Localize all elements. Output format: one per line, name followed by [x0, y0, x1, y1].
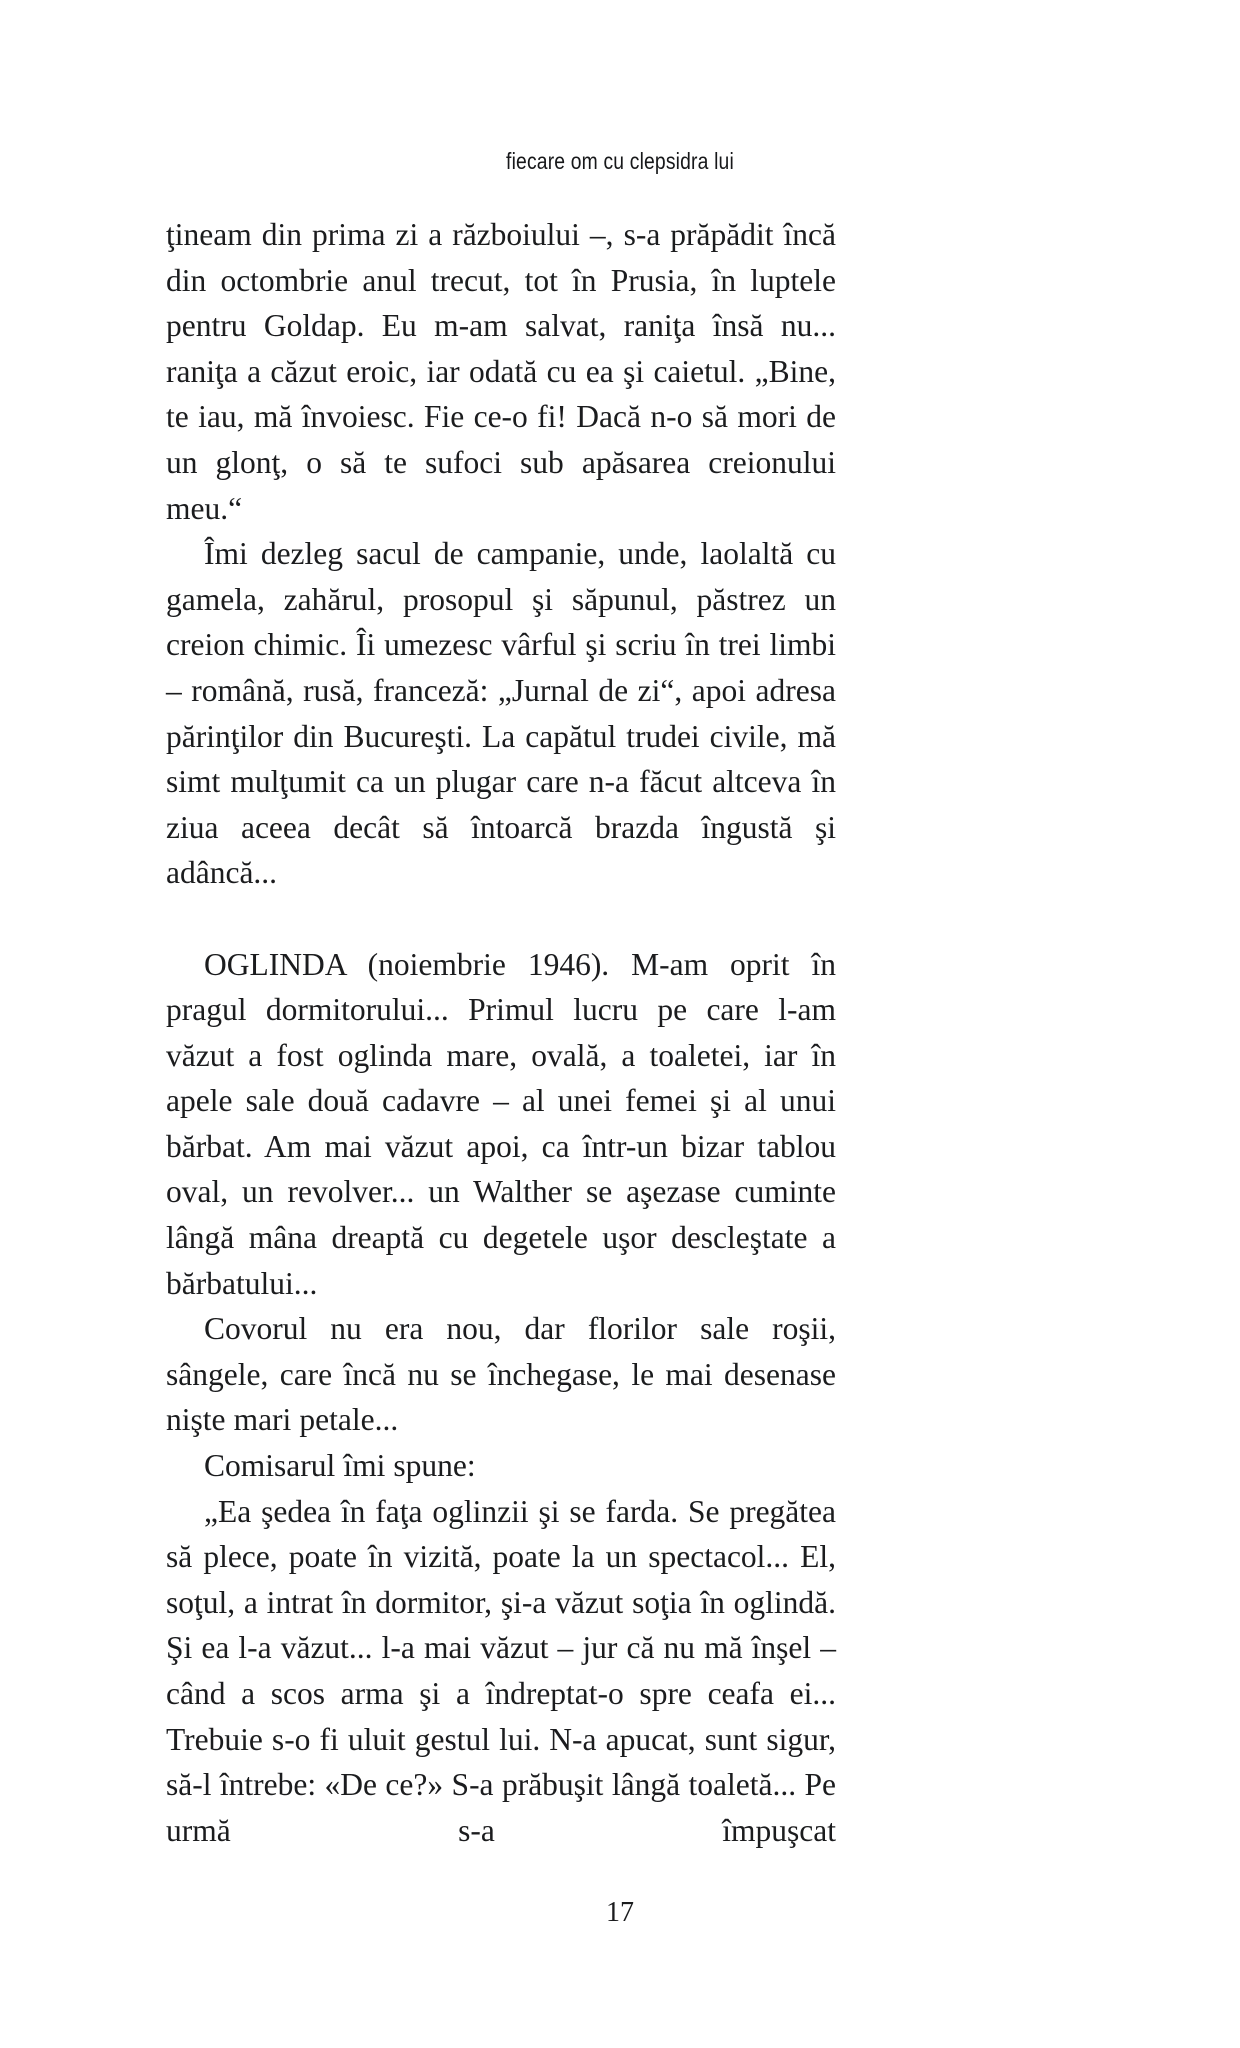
paragraph-1: ţineam din prima zi a războiului –, s-a prăpădit încă din octombrie anul trecut, tot în Prusia, în luptele pentru Goldap. Eu m-am salvat, raniţa însă nu... raniţa a căzut eroic, iar odată cu ea şi caietul. „Bine, te iau, mă învoiesc. Fie ce-o fi! Dacă n-o să mori de un glonţ, o să te sufoci sub apăsarea creionului meu.“ [166, 217, 836, 526]
paragraph-6: „Ea şedea în faţa oglinzii şi se farda. Se pregătea să plece, poate în vizită, poate la un spectacol... El, soţul, a intrat în dormitor, şi-a văzut soţia în oglindă. Şi ea l-a văzut... l-a mai văzut – jur că nu mă înşel – când a scos arma şi a îndreptat-o spre ceafa ei... Trebuie s-o fi uluit gestul lui. N-a apucat, sunt sigur, să-l întrebe: «De ce?» S-a prăbuşit lângă toaletă... Pe urmă s-a împuşcat [166, 1493, 836, 1848]
paragraph-4: Covorul nu era nou, dar florilor sale roşii, sângele, care încă nu se închegase, le mai desenase nişte mari petale... [166, 1311, 836, 1438]
running-head: fiecare om cu clepsidra lui [506, 148, 734, 174]
paragraph-2: Îmi dezleg sacul de campanie, unde, laolaltă cu gamela, zahărul, prosopul şi săpunul, păstrez un creion chimic. Îi umezesc vârful şi scriu în trei limbi – română, rusă, franceză: „Jurnal de zi“, apoi adresa părinţilor din Bucureşti. La capătul trudei civile, mă simt mulţumit ca un plugar care n-a făcut altceva în ziua aceea decât să întoarcă brazda îngustă şi adâncă... [166, 536, 836, 891]
text-block [166, 212, 836, 1899]
page-number: 17 [606, 1897, 634, 1928]
paragraph-5: Comisarul îmi spune: [204, 1448, 476, 1484]
paragraph-3: OGLINDA (noiembrie 1946). M-am oprit în pragul dormitorului... Primul lucru pe care l-am văzut a fost oglinda mare, ovală, a toaletei, iar în apele sale două cadavre – al unei femei şi al unui bărbat. Am mai văzut apoi, ca într-un bizar tablou oval, un revolver... un Walther se aşezase cuminte lângă mâna dreaptă cu degetele uşor descleştate a bărbatului... [166, 946, 836, 1301]
